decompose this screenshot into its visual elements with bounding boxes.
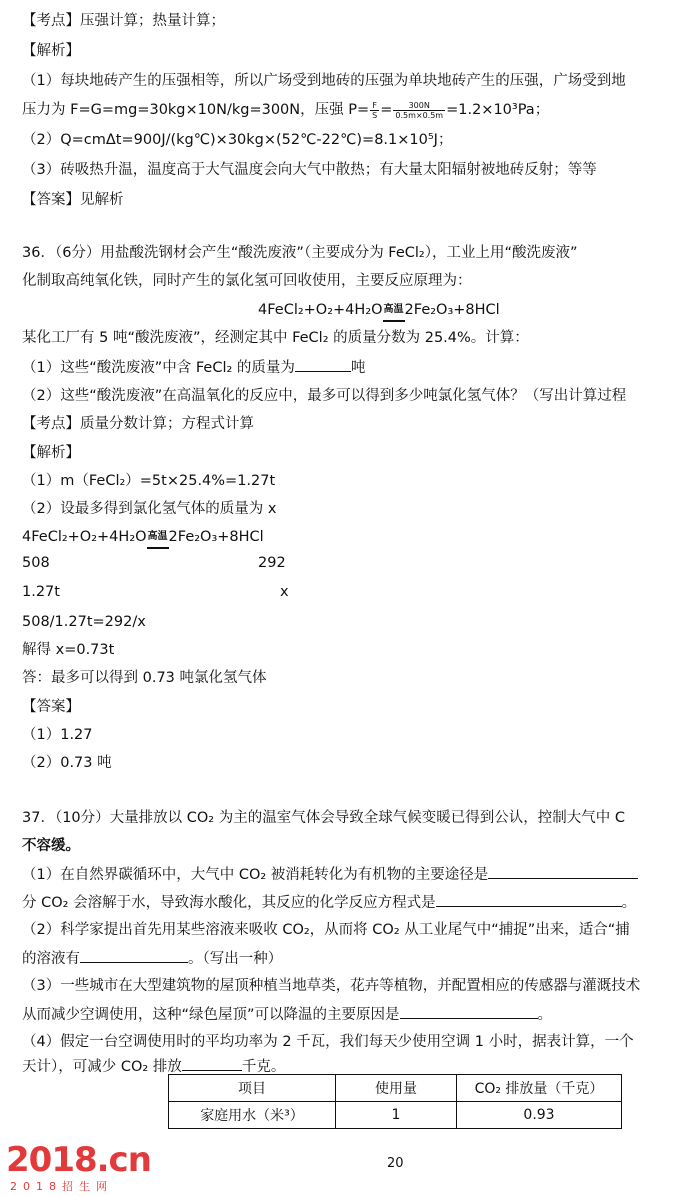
proportion-line: 508/1.27t=292/x	[22, 614, 146, 630]
solution-equation: 4FeCl₂+O₂+4H₂O高温2Fe₂O₃+8HCl	[22, 529, 264, 545]
table-header: 项目	[169, 1075, 336, 1102]
watermark-main: 2018.cn	[6, 1140, 151, 1180]
exam-point-heading-35: 【考点】压强计算；热量计算；	[22, 13, 225, 29]
page-number: 20	[387, 1156, 404, 1171]
question-36-line-2: 化制取高纯氧化铁，同时产生的氯化氢可回收使用，主要反应原理为：	[22, 273, 472, 289]
analysis-heading-35: 【解析】	[22, 43, 80, 59]
fraction-300n-over-area: $\frac{300N}{0.5m\times 0.5m}$	[395, 100, 444, 120]
condition-high-temp: 高温	[147, 527, 169, 547]
answer-blank	[488, 864, 638, 879]
solution-line-1: （1）m（FeCl₂）=5t×25.4%=1.27t	[22, 473, 276, 489]
question-36-sub-1: （1）这些“酸洗废液”中含 FeCl₂ 的质量为 吨	[22, 357, 365, 378]
question-37-title: 37．（10分）大量排放以 CO₂ 为主的温室气体会导致全球气候变暖已得到公认，控制大气中 C	[22, 810, 625, 826]
result-line: 解得 x=0.73t	[22, 642, 115, 658]
question-37-line-2: 不容缓。	[22, 838, 80, 854]
molar-mass-right: 292	[258, 555, 286, 571]
question-37-sub-4b: 天计），可减少 CO₂ 排放 千克。	[22, 1056, 285, 1077]
table-row	[169, 1102, 622, 1129]
answer-blank	[436, 892, 622, 907]
unknown-x: x	[280, 584, 289, 600]
question-37-sub-4: （4）假定一台空调使用时的平均功率为 2 千瓦，我们每天少使用空调 1 小时，据表计算，一个	[22, 1034, 634, 1050]
analysis-line-1: （1）每块地砖产生的压强相等，所以广场受到地砖的压强为单块地砖产生的压强，广场受到地	[22, 73, 626, 89]
answer-1: （1）1.27	[22, 727, 93, 743]
table-cell: 家庭用水（米³）	[169, 1102, 336, 1129]
solution-line-2: （2）设最多得到氯化氢气体的质量为 x	[22, 501, 277, 517]
question-36-line-4: 某化工厂有 5 吨“酸洗废液”，经测定其中 FeCl₂ 的质量分数为 25.4%。计算：	[22, 330, 529, 346]
emission-table	[168, 1074, 622, 1129]
heat-formula-line: （2）Q=cmΔt=900J/(kg℃)×30kg×(52℃-22℃)=8.1×10⁵J；	[22, 132, 453, 148]
answer-heading-36: 【答案】	[22, 699, 80, 715]
fraction-f-over-s: $\frac{F}{S}$	[372, 100, 378, 120]
reaction-equation: 4FeCl₂+O₂+4H₂O高温2Fe₂O₃+8HCl	[258, 302, 500, 318]
answer-blank	[182, 1056, 242, 1071]
answer-blank	[400, 1004, 538, 1019]
condition-high-temp: 高温	[383, 300, 405, 320]
watermark-logo	[6, 1140, 166, 1196]
table-header-row	[169, 1075, 622, 1102]
question-36-title: 36．（6分）用盐酸洗钢材会产生“酸洗废液”（主要成分为 FeCl₂），工业上用“酸洗废液”	[22, 245, 578, 261]
answer-blank	[80, 948, 188, 963]
table-cell: 1	[336, 1102, 457, 1129]
question-37-sub-3: （3）一些城市在大型建筑物的屋顶种植当地草类，花卉等植物，并配置相应的传感器与灌溉技术	[22, 978, 641, 994]
molar-mass-left: 508	[22, 555, 50, 571]
question-36-sub-2: （2）这些“酸洗废液”在高温氧化的反应中，最多可以得到多少吨氯化氢气体？（写出计算过程	[22, 388, 627, 404]
question-37-sub-2: （2）科学家提出首先用某些溶液来吸收 CO₂，从而将 CO₂ 从工业尾气中“捕捉”出来，适合“捕	[22, 922, 630, 938]
question-37-sub-3b: 从而减少空调使用，这种“绿色屋顶”可以降温的主要原因是 。	[22, 1004, 552, 1025]
pressure-formula-line: 压力为 F=G=mg=30kg×10N/kg=300N，压强 P= $\frac{F}{S}$ = $\frac{300N}{0.5m\times 0.5m}$ =1.2×10³Pa；	[22, 100, 550, 120]
table-header: 使用量	[336, 1075, 457, 1102]
answer-blank	[295, 357, 351, 372]
given-mass: 1.27t	[22, 584, 60, 600]
analysis-line-3: （3）砖吸热升温，温度高于大气温度会向大气中散热；有大量太阳辐射被地砖反射；等等	[22, 162, 597, 178]
table-header: CO₂ 排放量（千克）	[457, 1075, 622, 1102]
answer-line-35: 【答案】见解析	[22, 192, 124, 208]
exam-point-heading-36: 【考点】质量分数计算；方程式计算	[22, 416, 254, 432]
analysis-heading-36: 【解析】	[22, 445, 80, 461]
question-37-sub-1: （1）在自然界碳循环中，大气中 CO₂ 被消耗转化为有机物的主要途径是	[22, 864, 638, 885]
conclusion-line: 答：最多可以得到 0.73 吨氯化氢气体	[22, 670, 267, 686]
question-37-sub-1b: 分 CO₂ 会溶解于水，导致海水酸化，其反应的化学反应方程式是 。	[22, 892, 636, 913]
watermark-sub: 2018招生网	[10, 1180, 113, 1193]
answer-2: （2）0.73 吨	[22, 755, 112, 771]
question-37-sub-2b: 的溶液有 。（写出一种）	[22, 948, 282, 969]
table-cell: 0.93	[457, 1102, 622, 1129]
